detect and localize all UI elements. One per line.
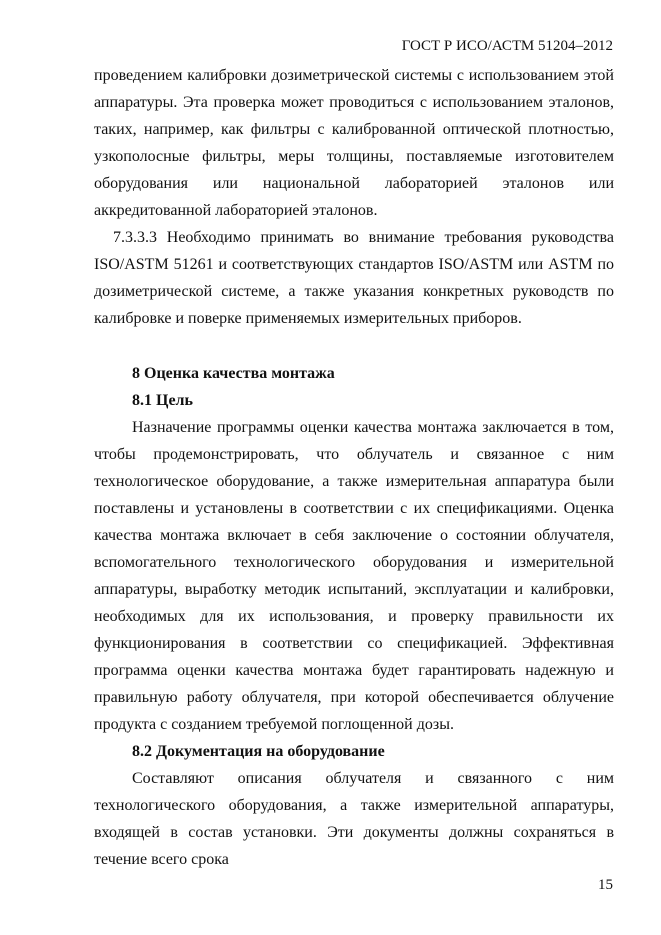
paragraph-clause-7-3-3-3: 7.3.3.3 Необходимо принимать во внимание требования руководства ISO/ASTM 51261 и соответствующих стандартов ISO/ASTM или ASTM по дозиметрической системе, а также указания конкретных руководств по калибровке и поверке применяемых измерительных приборов. [94,229,614,327]
section-8-2-heading: 8.2 Документация на оборудование [132,743,385,760]
section-8-heading: 8 Оценка качества монтажа [132,365,335,382]
paragraph-continuation: проведением калибровки дозиметрической системы с использованием этой аппаратуры. Эта проверка может проводиться с использованием эталонов, таких, например, как фильтры с калиброванной оптической плотностью, узкополосные фильтры, меры толщины, поставляемые изготовителем оборудования или национальной лабораторией эталонов или аккредитованной лабораторией эталонов. [94,67,614,219]
section-8-1-heading: 8.1 Цель [132,392,193,409]
section-8-1-text: Назначение программы оценки качества монтажа заключается в том, чтобы продемонстрировать, что облучатель и связанное с ним технологическое оборудование, а также измерительная аппаратура были поставлены и установлены в соответствии с их спецификациями. Оценка качества монтажа включает в себя заключение о состоянии облучателя, вспомогательного технологического оборудования и измерительной аппаратуры, выработку методик испытаний, эксплуатации и калибровки, необходимых для их использования, и проверку правильности их функционирования в соответствии со спецификацией. Эффективная программа оценки качества монтажа будет гарантировать надежную и правильную работу облучателя, при которой обеспечивается облучение продукта с созданием требуемой поглощенной дозы. [94,419,614,733]
page-body [94,62,614,873]
document-code-header: ГОСТ Р ИСО/АСТМ 51204–2012 [401,38,613,54]
section-8-2-text: Составляют описания облучателя и связанного с ним технологического оборудования, а также измерительной аппаратуры, входящей в состав установки. Эти документы должны сохраняться в течение всего срока [94,770,614,868]
page-number: 15 [598,877,613,893]
